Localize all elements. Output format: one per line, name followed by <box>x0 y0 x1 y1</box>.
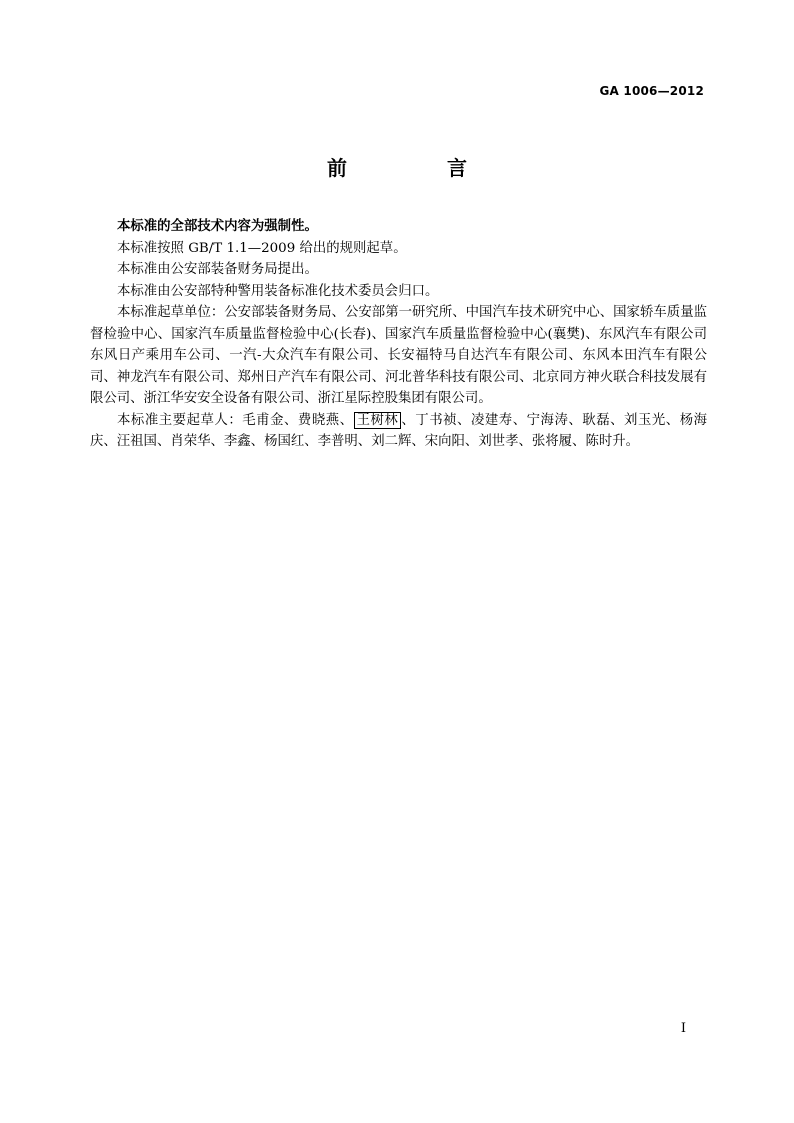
page-number: I <box>680 1021 686 1036</box>
drafters-prefix: 本标准主要起草人：毛甫金、费晓燕、 <box>117 412 354 428</box>
body-text <box>90 216 707 453</box>
paragraph-drafting-units: 本标准起草单位：公安部装备财务局、公安部第一研究所、中国汽车技术研究中心、国家轿车质量监督检验中心、国家汽车质量监督检验中心(长春)、国家汽车质量监督检验中心(襄樊)、东风汽车有限公司东风日产乘用车公司、一汽-大众汽车有限公司、长安福特马自达汽车有限公司、东风本田汽车有限公司、神龙汽车有限公司、郑州日产汽车有限公司、河北普华科技有限公司、北京同方神火联合科技发展有限公司、浙江华安安全设备有限公司、浙江星际控股集团有限公司。 <box>90 305 707 406</box>
paragraph-drafting-rules: 本标准按照 GB/T 1.1—2009 给出的规则起草。 <box>117 240 407 256</box>
paragraph-committee: 本标准由公安部特种警用装备标准化技术委员会归口。 <box>117 283 439 299</box>
paragraph-drafters <box>90 410 707 453</box>
highlighted-name: 王树林 <box>354 412 402 429</box>
drafters-rest: 、丁书祯、凌建寿、宁海涛、耿磊、刘玉光、杨海庆、汪祖国、肖荣华、李鑫、杨国红、李普明、刘二辉、宋向阳、刘世孝、张将履、陈时升。 <box>90 412 708 449</box>
document-code: GA 1006—2012 <box>599 84 704 98</box>
paragraph-proposer: 本标准由公安部装备财务局提出。 <box>117 262 318 277</box>
page-title: 前 言 <box>327 156 507 180</box>
paragraph-mandatory: 本标准的全部技术内容为强制性。 <box>117 219 318 234</box>
